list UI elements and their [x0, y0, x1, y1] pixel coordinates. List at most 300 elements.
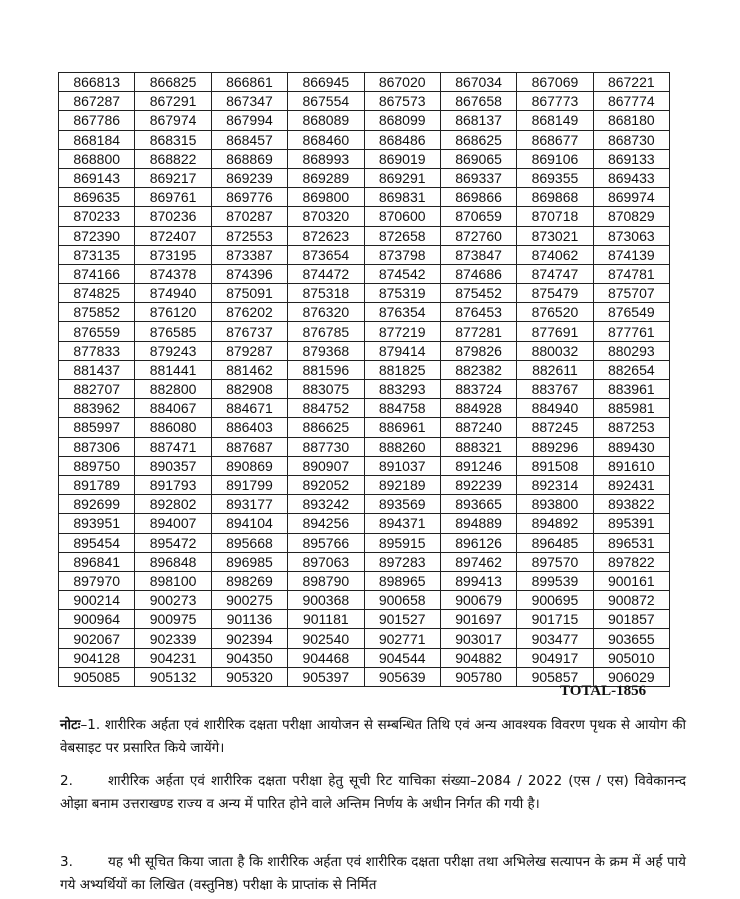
total-count: TOTAL-1856	[560, 683, 647, 699]
roll-number-cell: 868149	[517, 111, 593, 130]
roll-number-cell: 900273	[135, 591, 211, 610]
roll-number-cell: 872390	[59, 226, 135, 245]
roll-number-cell: 900161	[593, 571, 669, 590]
roll-number-cell: 900872	[593, 591, 669, 610]
roll-number-cell: 892431	[593, 475, 669, 494]
roll-number-cell: 888260	[364, 437, 440, 456]
roll-number-cell: 893177	[211, 495, 287, 514]
roll-number-cell: 879368	[288, 341, 364, 360]
roll-number-cell: 883724	[440, 380, 516, 399]
roll-number-cell: 894889	[440, 514, 516, 533]
roll-number-cell: 869337	[440, 168, 516, 187]
roll-number-cell: 893951	[59, 514, 135, 533]
roll-number-cell: 870287	[211, 207, 287, 226]
roll-number-cell: 877281	[440, 322, 516, 341]
roll-number-cell: 877833	[59, 341, 135, 360]
roll-number-cell: 868457	[211, 130, 287, 149]
roll-number-cell: 883293	[364, 380, 440, 399]
roll-number-cell: 889750	[59, 456, 135, 475]
roll-number-cell: 883075	[288, 380, 364, 399]
roll-number-cell: 882611	[517, 360, 593, 379]
roll-number-cell: 876737	[211, 322, 287, 341]
roll-number-cell: 902339	[135, 629, 211, 648]
roll-number-cell: 867774	[593, 92, 669, 111]
roll-number-cell: 879243	[135, 341, 211, 360]
roll-number-cell: 883767	[517, 380, 593, 399]
roll-number-cell: 905320	[211, 667, 287, 686]
roll-number-cell: 884758	[364, 399, 440, 418]
roll-number-cell: 873063	[593, 226, 669, 245]
roll-number-cell: 870236	[135, 207, 211, 226]
table-row	[59, 322, 670, 341]
roll-number-cell: 885997	[59, 418, 135, 437]
roll-number-cell: 869761	[135, 188, 211, 207]
roll-number-cell: 883961	[593, 380, 669, 399]
roll-number-cell: 868822	[135, 149, 211, 168]
roll-number-cell: 867221	[593, 73, 669, 92]
roll-number-cell: 870718	[517, 207, 593, 226]
roll-number-cell: 895454	[59, 533, 135, 552]
roll-number-cell: 881462	[211, 360, 287, 379]
roll-number-cell: 900368	[288, 591, 364, 610]
roll-number-cell: 872658	[364, 226, 440, 245]
roll-number-cell: 876202	[211, 303, 287, 322]
roll-number-cell: 866825	[135, 73, 211, 92]
roll-number-cell: 879826	[440, 341, 516, 360]
table-row	[59, 73, 670, 92]
roll-number-cell: 873135	[59, 245, 135, 264]
roll-number-cell: 901697	[440, 610, 516, 629]
roll-number-cell: 869289	[288, 168, 364, 187]
table-row	[59, 475, 670, 494]
roll-number-cell: 874686	[440, 264, 516, 283]
roll-number-cell: 905085	[59, 667, 135, 686]
roll-number-cell: 873387	[211, 245, 287, 264]
roll-number-cell: 899539	[517, 571, 593, 590]
roll-number-cell: 887730	[288, 437, 364, 456]
roll-number-cell: 897462	[440, 552, 516, 571]
roll-number-cell: 882654	[593, 360, 669, 379]
roll-number-cell: 868625	[440, 130, 516, 149]
roll-number-cell: 893242	[288, 495, 364, 514]
roll-number-cell: 891246	[440, 456, 516, 475]
roll-number-cell: 903017	[440, 629, 516, 648]
roll-number-cell: 887471	[135, 437, 211, 456]
table-row	[59, 303, 670, 322]
roll-number-cell: 869433	[593, 168, 669, 187]
roll-number-cell: 901857	[593, 610, 669, 629]
roll-number-cell: 904544	[364, 648, 440, 667]
roll-number-cell: 904468	[288, 648, 364, 667]
roll-number-cell: 905857	[517, 667, 593, 686]
roll-number-cell: 867069	[517, 73, 593, 92]
roll-number-cell: 898100	[135, 571, 211, 590]
roll-number-cell: 870233	[59, 207, 135, 226]
table-row	[59, 341, 670, 360]
roll-number-cell: 890869	[211, 456, 287, 475]
roll-number-cell: 869831	[364, 188, 440, 207]
roll-number-cell: 867786	[59, 111, 135, 130]
roll-number-cell: 901181	[288, 610, 364, 629]
roll-number-cell: 892239	[440, 475, 516, 494]
roll-number-cell: 879414	[364, 341, 440, 360]
roll-number-cell: 892802	[135, 495, 211, 514]
roll-number-cell: 873021	[517, 226, 593, 245]
roll-number-cell: 895472	[135, 533, 211, 552]
roll-number-cell: 866813	[59, 73, 135, 92]
roll-number-cell: 893800	[517, 495, 593, 514]
roll-number-cell: 872623	[288, 226, 364, 245]
roll-number-cell: 874378	[135, 264, 211, 283]
roll-number-cell: 873798	[364, 245, 440, 264]
note-heading: नोटः	[60, 717, 81, 733]
roll-number-table	[58, 72, 670, 687]
roll-number-cell: 867773	[517, 92, 593, 111]
roll-number-cell: 876354	[364, 303, 440, 322]
roll-number-cell: 877219	[364, 322, 440, 341]
roll-number-cell: 868460	[288, 130, 364, 149]
roll-number-cell: 891793	[135, 475, 211, 494]
roll-number-cell: 870320	[288, 207, 364, 226]
roll-number-cell: 867658	[440, 92, 516, 111]
roll-number-cell: 897970	[59, 571, 135, 590]
roll-number-cell: 867554	[288, 92, 364, 111]
roll-number-cell: 876520	[517, 303, 593, 322]
roll-number-cell: 894007	[135, 514, 211, 533]
table-row	[59, 264, 670, 283]
roll-number-cell: 886080	[135, 418, 211, 437]
roll-number-cell: 896848	[135, 552, 211, 571]
roll-number-cell: 869065	[440, 149, 516, 168]
roll-number-cell: 876320	[288, 303, 364, 322]
note-1-text: शारीरिक अर्हता एवं शारीरिक दक्षता परीक्षा आयोजन से सम्बन्धित तिथि एवं अन्य आवश्यक विवरण पृथक से आयोग की वेबसाइट पर प्रसारित किये जायेंगे।	[60, 717, 686, 756]
table-row	[59, 360, 670, 379]
roll-number-cell: 876549	[593, 303, 669, 322]
note-2	[60, 770, 686, 816]
roll-number-cell: 904231	[135, 648, 211, 667]
roll-number-cell: 869635	[59, 188, 135, 207]
roll-number-cell: 896126	[440, 533, 516, 552]
roll-number-cell: 902067	[59, 629, 135, 648]
roll-number-cell: 868180	[593, 111, 669, 130]
roll-number-cell: 868089	[288, 111, 364, 130]
roll-number-cell: 882908	[211, 380, 287, 399]
table-row	[59, 149, 670, 168]
roll-number-cell: 868137	[440, 111, 516, 130]
roll-number-cell: 894892	[517, 514, 593, 533]
roll-number-cell: 905010	[593, 648, 669, 667]
roll-number-cell: 868869	[211, 149, 287, 168]
table-row	[59, 380, 670, 399]
roll-number-cell: 904882	[440, 648, 516, 667]
roll-number-cell: 869866	[440, 188, 516, 207]
table-row	[59, 533, 670, 552]
roll-number-cell: 900214	[59, 591, 135, 610]
roll-number-cell: 900695	[517, 591, 593, 610]
roll-number-cell: 868677	[517, 130, 593, 149]
roll-number-cell: 869868	[517, 188, 593, 207]
table-row	[59, 111, 670, 130]
roll-number-cell: 874825	[59, 284, 135, 303]
roll-number-cell: 869106	[517, 149, 593, 168]
roll-number-cell: 897822	[593, 552, 669, 571]
table-row	[59, 648, 670, 667]
roll-number-cell: 868486	[364, 130, 440, 149]
table-row	[59, 399, 670, 418]
roll-number-cell: 873195	[135, 245, 211, 264]
roll-number-cell: 895668	[211, 533, 287, 552]
roll-number-cell: 867020	[364, 73, 440, 92]
roll-number-cell: 869143	[59, 168, 135, 187]
note-1	[60, 714, 686, 760]
roll-number-cell: 868993	[288, 149, 364, 168]
roll-number-cell: 889296	[517, 437, 593, 456]
roll-number-cell: 882800	[135, 380, 211, 399]
roll-number-cell: 872407	[135, 226, 211, 245]
roll-number-cell: 874062	[517, 245, 593, 264]
table-row	[59, 168, 670, 187]
roll-number-cell: 895391	[593, 514, 669, 533]
roll-number-cell: 867034	[440, 73, 516, 92]
roll-number-cell: 895766	[288, 533, 364, 552]
roll-number-cell: 901527	[364, 610, 440, 629]
roll-number-cell: 869776	[211, 188, 287, 207]
table-row	[59, 437, 670, 456]
roll-number-cell: 875479	[517, 284, 593, 303]
roll-number-cell: 876120	[135, 303, 211, 322]
roll-number-cell: 905397	[288, 667, 364, 686]
roll-number-cell: 875452	[440, 284, 516, 303]
roll-number-cell: 902771	[364, 629, 440, 648]
roll-number-cell: 893569	[364, 495, 440, 514]
roll-number-cell: 875318	[288, 284, 364, 303]
roll-number-cell: 875707	[593, 284, 669, 303]
roll-number-cell: 875091	[211, 284, 287, 303]
table-row	[59, 226, 670, 245]
roll-number-cell: 870600	[364, 207, 440, 226]
note-1-number: –1.	[80, 717, 101, 733]
roll-number-cell: 884940	[517, 399, 593, 418]
table-row	[59, 610, 670, 629]
note-2-text: शारीरिक अर्हता एवं शारीरिक दक्षता परीक्षा हेतु सूची रिट याचिका संख्या–2084 / 2022 (एस / एस) विवेकानन्द ओझा बनाम उत्तराखण्ड राज्य व अन्य में पारित होने वाले अन्तिम निर्णय के अधीन निर्गत की गयी है।	[60, 773, 686, 812]
note-3-number: 3.	[60, 854, 73, 870]
roll-number-cell: 899413	[440, 571, 516, 590]
roll-number-cell: 874139	[593, 245, 669, 264]
roll-number-cell: 869974	[593, 188, 669, 207]
table-row	[59, 629, 670, 648]
roll-number-cell: 900275	[211, 591, 287, 610]
roll-number-cell: 877761	[593, 322, 669, 341]
table-row	[59, 284, 670, 303]
roll-number-cell: 882382	[440, 360, 516, 379]
roll-number-cell: 876585	[135, 322, 211, 341]
roll-number-cell: 867347	[211, 92, 287, 111]
roll-number-cell: 889430	[593, 437, 669, 456]
roll-number-cell: 876453	[440, 303, 516, 322]
roll-number-cell: 886625	[288, 418, 364, 437]
roll-number-cell: 869133	[593, 149, 669, 168]
roll-number-cell: 869019	[364, 149, 440, 168]
roll-number-cell: 869800	[288, 188, 364, 207]
roll-number-cell: 887687	[211, 437, 287, 456]
roll-number-cell: 873654	[288, 245, 364, 264]
roll-number-cell: 892189	[364, 475, 440, 494]
roll-number-cell: 884928	[440, 399, 516, 418]
roll-number-cell: 875852	[59, 303, 135, 322]
roll-number-cell: 872760	[440, 226, 516, 245]
roll-number-cell: 868184	[59, 130, 135, 149]
roll-number-cell: 891610	[593, 456, 669, 475]
roll-number-cell: 884752	[288, 399, 364, 418]
table-row	[59, 495, 670, 514]
roll-number-cell: 887306	[59, 437, 135, 456]
roll-number-cell: 906029	[593, 667, 669, 686]
roll-number-cell: 904128	[59, 648, 135, 667]
roll-number-cell: 903477	[517, 629, 593, 648]
roll-number-cell: 887240	[440, 418, 516, 437]
roll-number-cell: 900658	[364, 591, 440, 610]
roll-number-cell: 900679	[440, 591, 516, 610]
table-row	[59, 552, 670, 571]
roll-number-cell: 880293	[593, 341, 669, 360]
roll-number-cell: 903655	[593, 629, 669, 648]
roll-number-cell: 891037	[364, 456, 440, 475]
roll-number-cell: 882707	[59, 380, 135, 399]
roll-number-cell: 896531	[593, 533, 669, 552]
table-row	[59, 92, 670, 111]
roll-number-cell: 891789	[59, 475, 135, 494]
roll-number-cell: 869217	[135, 168, 211, 187]
roll-number-cell: 866945	[288, 73, 364, 92]
roll-number-cell: 876785	[288, 322, 364, 341]
roll-number-cell: 881437	[59, 360, 135, 379]
roll-number-cell: 898965	[364, 571, 440, 590]
table-row	[59, 188, 670, 207]
roll-number-cell: 884067	[135, 399, 211, 418]
roll-number-cell: 876559	[59, 322, 135, 341]
roll-number-cell: 874166	[59, 264, 135, 283]
roll-number-cell: 881596	[288, 360, 364, 379]
roll-number-cell: 895915	[364, 533, 440, 552]
roll-number-cell: 868315	[135, 130, 211, 149]
roll-number-cell: 897063	[288, 552, 364, 571]
roll-number-cell: 870829	[593, 207, 669, 226]
roll-number-cell: 887245	[517, 418, 593, 437]
roll-number-cell: 892314	[517, 475, 593, 494]
roll-number-cell: 888321	[440, 437, 516, 456]
roll-number-cell: 874472	[288, 264, 364, 283]
roll-number-cell: 867291	[135, 92, 211, 111]
roll-number-cell: 887253	[593, 418, 669, 437]
roll-number-cell: 869355	[517, 168, 593, 187]
roll-number-cell: 894256	[288, 514, 364, 533]
roll-number-cell: 883962	[59, 399, 135, 418]
roll-number-cell: 884671	[211, 399, 287, 418]
roll-number-cell: 874940	[135, 284, 211, 303]
roll-number-cell: 893822	[593, 495, 669, 514]
roll-number-cell: 881825	[364, 360, 440, 379]
roll-number-cell: 873847	[440, 245, 516, 264]
roll-number-cell: 896485	[517, 533, 593, 552]
roll-number-cell: 891508	[517, 456, 593, 475]
roll-number-cell: 902540	[288, 629, 364, 648]
note-3	[60, 851, 686, 897]
roll-number-cell: 894371	[364, 514, 440, 533]
roll-number-cell: 869239	[211, 168, 287, 187]
roll-number-cell: 874781	[593, 264, 669, 283]
roll-number-cell: 874747	[517, 264, 593, 283]
roll-number-cell: 897570	[517, 552, 593, 571]
roll-number-cell: 867974	[135, 111, 211, 130]
roll-number-cell: 896985	[211, 552, 287, 571]
roll-number-cell: 867994	[211, 111, 287, 130]
roll-number-cell: 893665	[440, 495, 516, 514]
roll-number-cell: 875319	[364, 284, 440, 303]
roll-number-cell: 905639	[364, 667, 440, 686]
table-row	[59, 514, 670, 533]
table-row	[59, 456, 670, 475]
roll-number-table-body	[59, 73, 670, 687]
table-row	[59, 207, 670, 226]
table-row	[59, 245, 670, 264]
roll-number-cell: 898269	[211, 571, 287, 590]
roll-number-cell: 886403	[211, 418, 287, 437]
roll-number-cell: 866861	[211, 73, 287, 92]
roll-number-cell: 900964	[59, 610, 135, 629]
roll-number-cell: 867573	[364, 92, 440, 111]
roll-number-cell: 880032	[517, 341, 593, 360]
roll-number-cell: 894104	[211, 514, 287, 533]
roll-number-cell: 870659	[440, 207, 516, 226]
table-row	[59, 591, 670, 610]
roll-number-cell: 890907	[288, 456, 364, 475]
roll-number-cell: 879287	[211, 341, 287, 360]
roll-number-cell: 891799	[211, 475, 287, 494]
table-row	[59, 571, 670, 590]
roll-number-cell: 892052	[288, 475, 364, 494]
roll-number-cell: 900975	[135, 610, 211, 629]
roll-number-cell: 901136	[211, 610, 287, 629]
roll-number-cell: 868730	[593, 130, 669, 149]
roll-number-cell: 877691	[517, 322, 593, 341]
table-row	[59, 130, 670, 149]
roll-number-cell: 901715	[517, 610, 593, 629]
roll-number-cell: 867287	[59, 92, 135, 111]
roll-number-cell: 874542	[364, 264, 440, 283]
table-row	[59, 418, 670, 437]
note-2-number: 2.	[60, 773, 73, 789]
roll-number-cell: 890357	[135, 456, 211, 475]
roll-number-cell: 868800	[59, 149, 135, 168]
roll-number-cell: 869291	[364, 168, 440, 187]
roll-number-cell: 885981	[593, 399, 669, 418]
roll-number-cell: 897283	[364, 552, 440, 571]
roll-number-cell: 896841	[59, 552, 135, 571]
roll-number-cell: 886961	[364, 418, 440, 437]
roll-number-cell: 872553	[211, 226, 287, 245]
roll-number-cell: 868099	[364, 111, 440, 130]
note-3-text: यह भी सूचित किया जाता है कि शारीरिक अर्हता एवं शारीरिक दक्षता परीक्षा तथा अभिलेख सत्यापन के क्रम में अर्ह पाये गये अभ्यर्थियों का लिखित (वस्तुनिष्ठ) परीक्षा के प्राप्तांक से निर्मित	[60, 854, 686, 893]
roll-number-cell: 902394	[211, 629, 287, 648]
roll-number-cell: 898790	[288, 571, 364, 590]
roll-number-cell: 874396	[211, 264, 287, 283]
roll-number-cell: 904917	[517, 648, 593, 667]
roll-number-cell: 892699	[59, 495, 135, 514]
roll-number-cell: 904350	[211, 648, 287, 667]
roll-number-cell: 881441	[135, 360, 211, 379]
roll-number-cell: 905780	[440, 667, 516, 686]
roll-number-cell: 905132	[135, 667, 211, 686]
